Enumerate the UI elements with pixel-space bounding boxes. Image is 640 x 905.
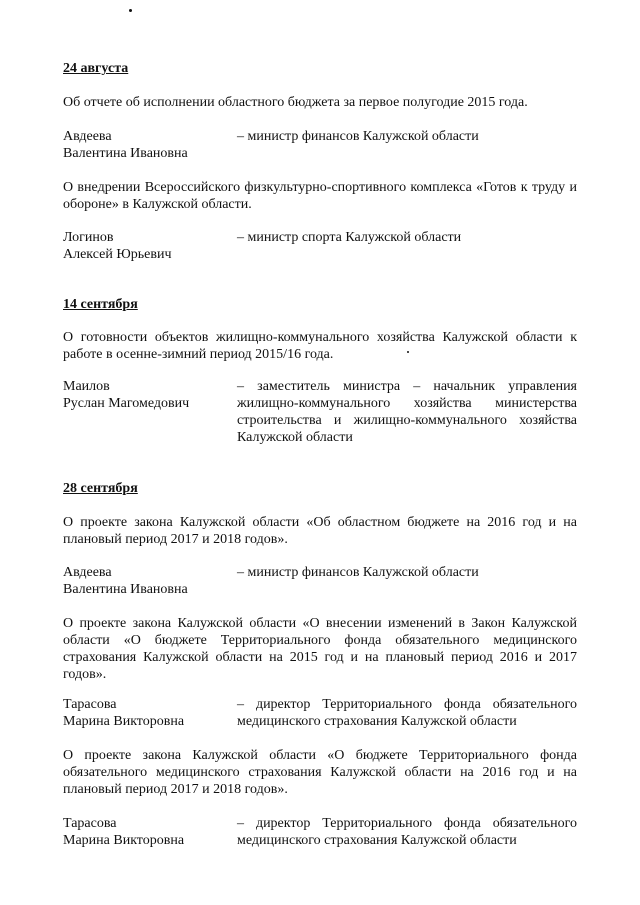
agenda-topic: О проекте закона Калужской области «О бюджете Территориального фонда обязательного медицинского страхования Калужской области на 2016 год и на плановый период 2017 и 2018 годов». (63, 748, 577, 797)
speaker-role: – министр финансов Калужской области (237, 565, 479, 580)
speaker-surname: Тарасова (63, 816, 117, 831)
scan-speck (129, 9, 132, 12)
speaker-name (63, 564, 233, 598)
agenda-topic: О проекте закона Калужской области «Об областном бюджете на 2016 год и на плановый период 2017 и 2018 годов». (63, 515, 577, 547)
speaker-surname: Маилов (63, 379, 110, 394)
speaker-role: – министр спорта Калужской области (237, 230, 462, 245)
speaker-name (63, 378, 233, 412)
speaker-name (63, 696, 233, 730)
speaker-name (63, 229, 233, 263)
speaker-given-names: Валентина Ивановна (63, 146, 188, 161)
agenda-topic: Об отчете об исполнении областного бюджета за первое полугодие 2015 года. (63, 95, 528, 110)
speaker-name (63, 815, 233, 849)
speaker-role: – министр финансов Калужской области (237, 129, 479, 144)
speaker-surname: Авдеева (63, 129, 112, 144)
agenda-topic: О внедрении Всероссийского физкультурно-спортивного комплекса «Готов к труду и обороне» в Калужской области. (63, 180, 577, 212)
speaker-given-names: Руслан Магомедович (63, 396, 190, 411)
speaker-surname: Авдеева (63, 565, 112, 580)
section-date: 28 сентября (63, 481, 138, 496)
speaker-given-names: Марина Викторовна (63, 714, 185, 729)
speaker-given-names: Валентина Ивановна (63, 582, 188, 597)
speaker-given-names: Алексей Юрьевич (63, 247, 172, 262)
speaker-role: – директор Территориального фонда обязательного медицинского страхования Калужской области (237, 816, 577, 848)
speaker-name (63, 128, 233, 162)
section-date: 14 сентября (63, 297, 138, 312)
section-date: 24 августа (63, 61, 129, 76)
speaker-given-names: Марина Викторовна (63, 833, 185, 848)
speaker-surname: Логинов (63, 230, 114, 245)
speaker-role: – директор Территориального фонда обязательного медицинского страхования Калужской области (237, 697, 577, 729)
agenda-topic: О проекте закона Калужской области «О внесении изменений в Закон Калужской области «О бюджете Территориального фонда обязательного медицинского страхования Калужской области на 2015 год и на плановый период 2016 и 2017 годов». (63, 616, 577, 682)
agenda-topic: О готовности объектов жилищно-коммунального хозяйства Калужской области к работе в осенне-зимний период 2015/16 года. (63, 330, 577, 362)
speaker-role: – заместитель министра – начальник управления жилищно-коммунального хозяйства министерства строительства и жилищно-коммунального хозяйства Калужской области (237, 379, 577, 445)
speaker-surname: Тарасова (63, 697, 117, 712)
